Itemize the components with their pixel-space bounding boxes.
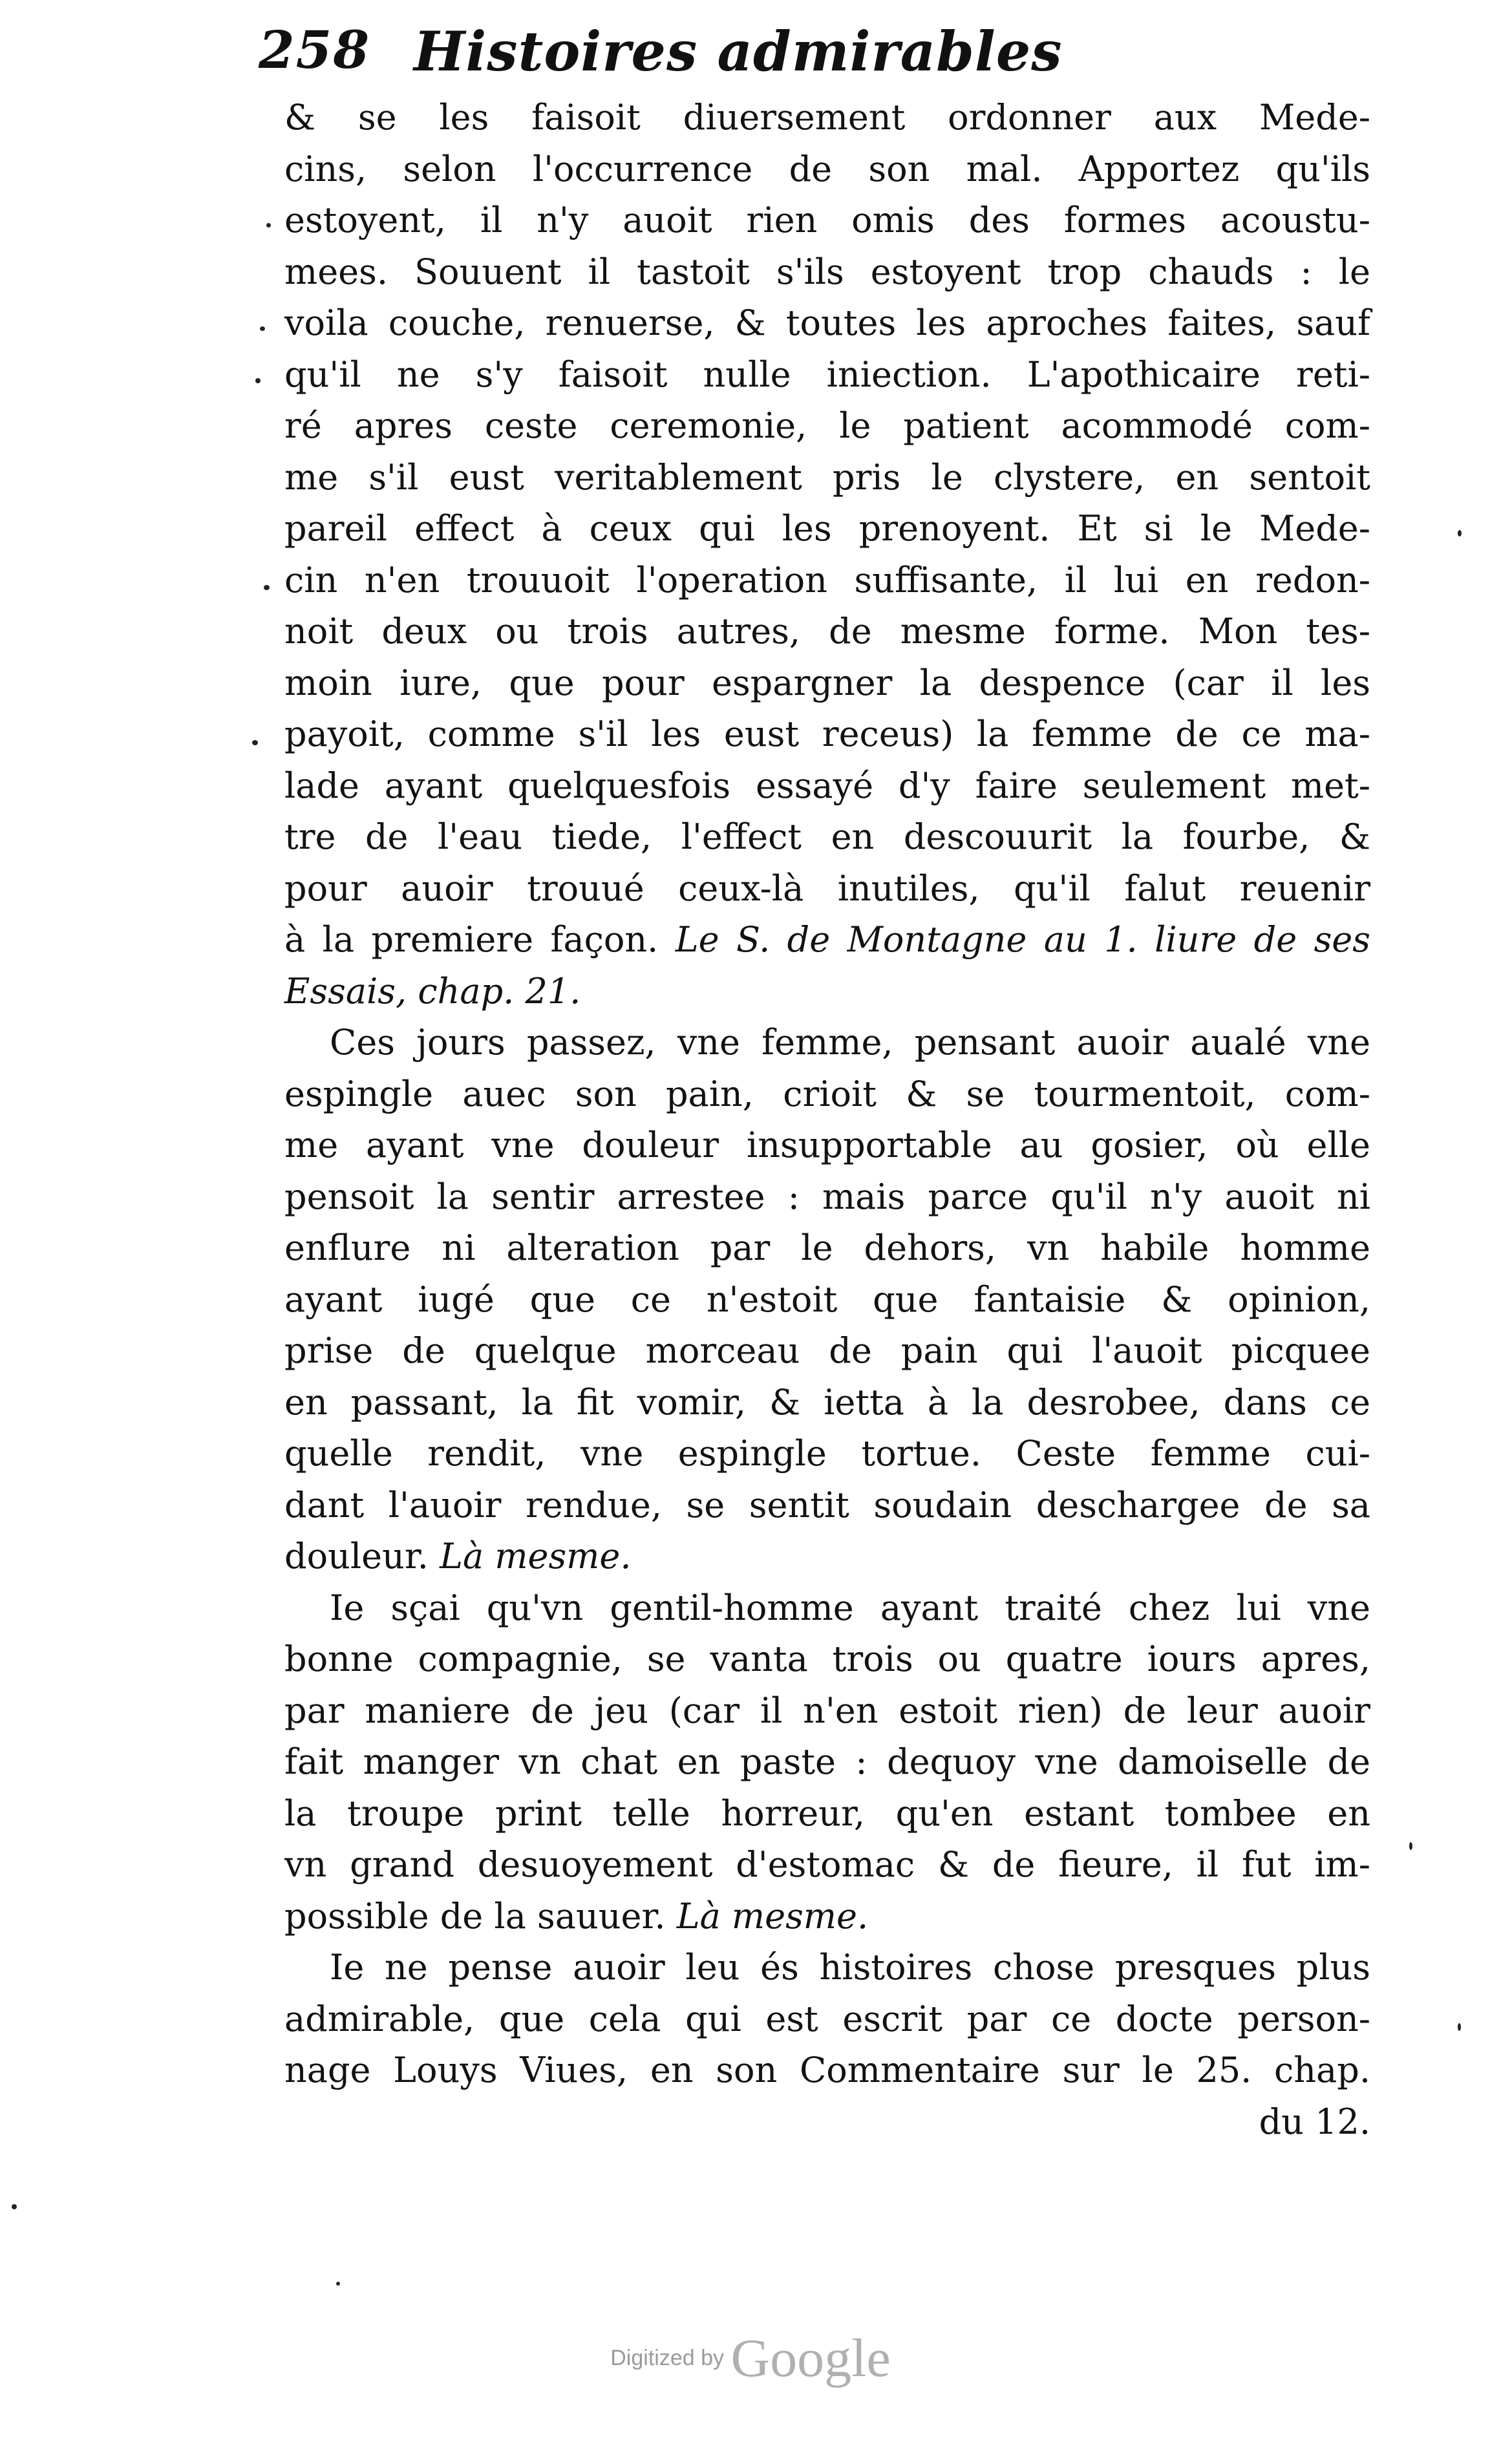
text-line: cin n'en trouuoit l'operation suffisante, il lui en redon- (284, 559, 1370, 600)
text-line: cins, selon l'occurrence de son mal. Apportez qu'ils (284, 148, 1370, 189)
scan-speck (260, 326, 265, 331)
text-line: fait manger vn chat en paste : dequoy vne damoiselle de (284, 1741, 1370, 1782)
text-line: me s'il eust veritablement pris le clystere, en sentoit (284, 456, 1370, 498)
running-title: Histoires admirables (414, 19, 1063, 83)
text-line: prise de quelque morceau de pain qui l'auoit picquee (284, 1330, 1370, 1371)
text-line: pareil effect à ceux qui les prenoyent. Et si le Mede- (284, 508, 1370, 549)
text-line: voila couche, renuerse, & toutes les aproches faites, sauf (284, 303, 1370, 343)
text-line: vn grand desuoyement d'estomac & de fieure, il fut im- (284, 1844, 1370, 1885)
text-line: admirable, que cela qui est escrit par ce docte person- (284, 1998, 1370, 2039)
digitization-watermark (0, 2327, 1501, 2390)
text-line: en passant, la fit vomir, & ietta à la desrobee, dans ce (284, 1381, 1370, 1423)
text-line (284, 966, 1370, 1017)
text-line: nage Louys Viues, en son Commentaire sur le 25. chap. (284, 2050, 1370, 2090)
text-line-start: à la premiere façon. (284, 919, 659, 960)
text-line: mees. Souuent il tastoit s'ils estoyent trop chauds : le (284, 251, 1370, 292)
page-header (259, 19, 1357, 90)
text-line: moin iure, que pour espargner la despence (car il les (284, 662, 1370, 703)
catchword: du 12. (1259, 2101, 1370, 2142)
digitized-by-label: Digitized by (610, 2346, 724, 2370)
text-line: bonne compagnie, se vanta trois ou quatre iours apres, (284, 1639, 1370, 1679)
paragraph-2 (284, 1017, 1370, 1582)
text-line: par maniere de jeu (car il n'en estoit rien) de leur auoir (284, 1690, 1370, 1731)
text-line: pour auoir trouué ceux-là inutiles, qu'il falut reuenir (284, 867, 1370, 909)
scan-speck (264, 585, 270, 590)
text-line: ayant iugé que ce n'estoit que fantaisie & opinion, (284, 1279, 1370, 1320)
body-text (284, 92, 1370, 2147)
citation: Là mesme. (440, 1536, 632, 1577)
paragraph-3 (284, 1582, 1370, 1942)
text-line: Ie ne pense auoir leu és histoires chose presques plus (330, 1947, 1370, 1988)
text-line: lade ayant quelquesfois essayé d'y faire seulement met- (284, 765, 1370, 806)
scan-speck (1458, 530, 1462, 536)
text-line: pensoit la sentir arrestee : mais parce qu'il n'y auoit ni (284, 1176, 1370, 1217)
text-line: & se les faisoit diuersement ordonner aux Mede- (284, 97, 1370, 138)
text-line: Ces jours passez, vne femme, pensant auoir aualé vne (330, 1022, 1370, 1063)
scan-speck (252, 740, 258, 745)
text-line: payoit, comme s'il les eust receus) la femme de ce ma- (284, 714, 1370, 754)
scan-speck (336, 2282, 340, 2286)
scan-speck (12, 2204, 17, 2209)
text-line: qu'il ne s'y faisoit nulle iniection. L'apothicaire reti- (284, 354, 1370, 395)
text-line: dant l'auoir rendue, se sentit soudain deschargee de sa (284, 1484, 1370, 1525)
text-line (284, 1531, 1370, 1582)
text-line: espingle auec son pain, crioit & se tourmentoit, com- (284, 1073, 1370, 1114)
text-line: noit deux ou trois autres, de mesme forme. Mon tes- (284, 611, 1370, 652)
text-line (284, 914, 1370, 966)
scan-speck (266, 223, 271, 228)
scan-speck (255, 378, 261, 383)
paragraph-1 (284, 92, 1370, 1017)
text-line: la troupe print telle horreur, qu'en estant tombee en (284, 1792, 1370, 1834)
citation: Le S. de Montagne au 1. liure de ses (675, 919, 1370, 960)
text-line: me ayant vne douleur insupportable au gosier, où elle (284, 1125, 1370, 1165)
text-line: Ie sçai qu'vn gentil-homme ayant traité chez lui vne (330, 1587, 1370, 1628)
text-line (284, 1891, 1370, 1942)
citation: Là mesme. (676, 1895, 869, 1937)
text-line-start: douleur. (284, 1536, 429, 1577)
paragraph-4 (284, 1942, 1370, 2147)
page-number: 258 (259, 19, 370, 80)
scan-speck (1458, 2023, 1461, 2031)
text-line: quelle rendit, vne espingle tortue. Ceste femme cui- (284, 1433, 1370, 1474)
text-line: estoyent, il n'y auoit rien omis des formes acoustu- (284, 200, 1370, 240)
text-line: tre de l'eau tiede, l'effect en descouurit la fourbe, & (284, 816, 1370, 857)
citation: Essais, chap. 21. (284, 970, 581, 1012)
text-line-start: possible de la sauuer. (284, 1895, 666, 1937)
google-logo: Google (730, 2328, 891, 2388)
scan-speck (1409, 1842, 1412, 1850)
text-line: ré apres ceste ceremonie, le patient acommodé com- (284, 405, 1370, 446)
text-line: enflure ni alteration par le dehors, vn habile homme (284, 1227, 1370, 1268)
